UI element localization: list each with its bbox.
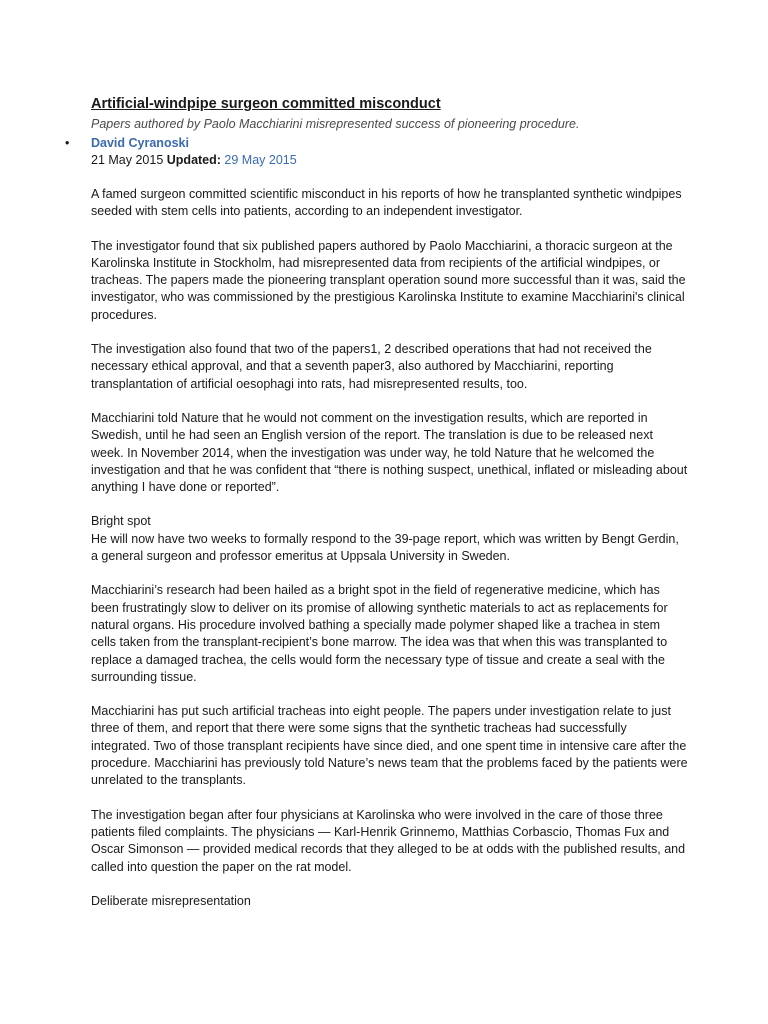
- article-subtitle: Papers authored by Paolo Macchiarini misrepresented success of pioneering procedure.: [91, 117, 580, 131]
- article-body: [91, 186, 688, 910]
- paragraph: The investigator found that six published papers authored by Paolo Macchiarini, a thoracic surgeon at the Karolinska Institute in Stockholm, had misrepresented data from recipients of the artificial windpipes, or tracheas. The papers made the pioneering transplant operation sound more successful than it was, said the investigator, who was commissioned by the prestigious Karolinska Institute to examine Macchiarini's clinical procedures.: [91, 238, 686, 322]
- author-link[interactable]: David Cyranoski: [91, 136, 189, 150]
- byline: [65, 135, 688, 152]
- updated-date[interactable]: 29 May 2015: [224, 153, 297, 167]
- bullet-icon: •: [65, 136, 70, 150]
- section-heading-deliberate-misrepresentation: Deliberate misrepresentation: [91, 893, 251, 908]
- paragraph: The investigation also found that two of the papers1, 2 described operations that had not received the necessary ethical approval, and that a seventh paper3, also authored by Macchiarini, reporting transplantation of artificial oesophagi into rats, had misrepresented results, too.: [91, 342, 652, 391]
- paragraph: Macchiarini has put such artificial tracheas into eight people. The papers under investigation relate to just three of them, and report that there were some signs that the synthetic tracheas had successfully integrated. Two of those transplant recipients have since died, and one spent time in intensive care after the procedure. Macchiarini has previously told Nature’s news team that the problems faced by the patients were unrelated to the transplants.: [91, 704, 688, 788]
- paragraph: He will now have two weeks to formally respond to the 39-page report, which was written by Bengt Gerdin, a general surgeon and professor emeritus at Uppsala University in Sweden.: [91, 531, 679, 564]
- paragraph: Macchiarini told Nature that he would not comment on the investigation results, which are reported in Swedish, until he had seen an English version of the report. The translation is due to be released next week. In November 2014, when the investigation was under way, he told Nature that he welcomed the investigation and that he was confident that “there is nothing suspect, unethical, inflated or misleading about anything I have done or reported”.: [91, 410, 688, 495]
- article-dates: [91, 152, 688, 169]
- byline-item: [65, 135, 688, 152]
- section-heading-bright-spot: Bright spot: [91, 514, 151, 529]
- paragraph: Macchiarini’s research had been hailed as a bright spot in the field of regenerative medicine, which has been frustratingly slow to deliver on its promise of allowing synthetic materials to act as replacements for natural organs. His procedure involved bathing a specially made polymer shaped like a trachea in stem cells taken from the transplant-recipient’s bone marrow. The idea was that when this was transplanted to replace a damaged trachea, the cells would form the necessary type of tissue and create a seal with the surrounding tissue.: [91, 583, 668, 684]
- updated-label: Updated:: [166, 153, 221, 167]
- paragraph: The investigation began after four physicians at Karolinska who were involved in the care of those three patients filed complaints. The physicians — Karl-Henrik Grinnemo, Matthias Corbascio, Thomas Fux and Oscar Simonson — provided medical records that they alleged to be at odds with the published results, and called into question the paper on the rat model.: [91, 807, 686, 874]
- paragraph: A famed surgeon committed scientific misconduct in his reports of how he transplanted synthetic windpipes seeded with stem cells into patients, according to an independent investigator.: [91, 187, 682, 219]
- published-date: 21 May 2015: [91, 153, 164, 167]
- article-title: Artificial-windpipe surgeon committed misconduct: [91, 96, 441, 112]
